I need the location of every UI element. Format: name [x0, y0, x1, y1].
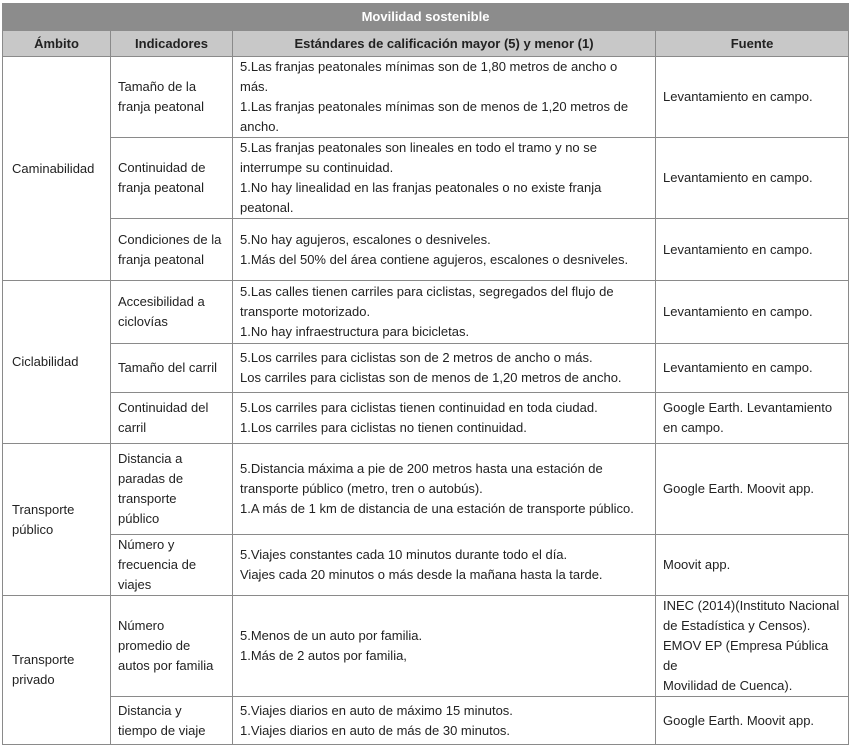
- cell-ambito: [3, 281, 111, 444]
- cell-estandar: [233, 57, 656, 138]
- fuente-line: Levantamiento en campo.: [663, 170, 813, 185]
- estandar-line: 1.No hay linealidad en las franjas peatonales o no existe franja peatonal.: [240, 180, 602, 215]
- estandar-line: 5.Menos de un auto por familia.: [240, 628, 423, 643]
- fuente-line: EMOV EP (Empresa Pública de: [663, 638, 829, 673]
- fuente-line: INEC (2014)(Instituto Nacional: [663, 598, 840, 613]
- sustainable-mobility-table: [2, 3, 849, 745]
- cell-estandar: [233, 535, 656, 596]
- estandar-line: 5.Los carriles para ciclistas tienen continuidad en toda ciudad.: [240, 400, 598, 415]
- cell-estandar: [233, 138, 656, 219]
- table-row: [3, 219, 849, 281]
- indicador-line: promedio de: [118, 638, 191, 653]
- table-row: [3, 281, 849, 344]
- indicador-line: Tamaño de la: [118, 79, 197, 94]
- estandar-line: 5.Viajes constantes cada 10 minutos durante todo el día.: [240, 547, 568, 562]
- fuente-line: Moovit app.: [663, 557, 731, 572]
- estandar-line: ancho.: [240, 119, 280, 134]
- fuente-line: Movilidad de Cuenca).: [663, 678, 793, 693]
- ambito-line: Ciclabilidad: [12, 354, 79, 369]
- fuente-line: Google Earth. Moovit app.: [663, 481, 815, 496]
- indicador-line: franja peatonal: [118, 251, 205, 267]
- table-row: [3, 393, 849, 444]
- cell-indicador: [111, 697, 233, 745]
- estandar-line: 5.Las calles tienen carriles para ciclistas, segregados del flujo de: [240, 284, 614, 299]
- cell-fuente: [656, 444, 849, 535]
- cell-fuente: [656, 219, 849, 281]
- table-row: [3, 596, 849, 697]
- indicador-line: Continuidad del: [118, 400, 209, 415]
- estandar-line: 5.Las franjas peatonales mínimas son de 1,80 metros de ancho o más.: [240, 59, 618, 94]
- table-row: [3, 344, 849, 393]
- estandar-line: 1.Los carriles para ciclistas no tienen continuidad.: [240, 420, 527, 435]
- header-indicadores: Indicadores: [111, 31, 233, 57]
- indicador-line: Número: [118, 618, 165, 633]
- fuente-line: Levantamiento en campo.: [663, 241, 813, 257]
- header-ambito: Ámbito: [3, 31, 111, 57]
- estandar-line: 1.Más de 2 autos por familia,: [240, 648, 407, 663]
- fuente-line: Levantamiento en campo.: [663, 89, 813, 104]
- cell-ambito: [3, 444, 111, 596]
- cell-ambito: [3, 596, 111, 745]
- estandar-line: transporte motorizado.: [240, 304, 371, 319]
- cell-indicador: [111, 138, 233, 219]
- cell-fuente: [656, 281, 849, 344]
- cell-estandar: [233, 444, 656, 535]
- estandar-line: 1.A más de 1 km de distancia de una estación de transporte público.: [240, 501, 634, 516]
- ambito-line: Transporte: [12, 652, 75, 667]
- cell-fuente: [656, 393, 849, 444]
- cell-indicador: [111, 281, 233, 344]
- indicador-line: Número y: [118, 537, 175, 552]
- estandar-line: 5.Los carriles para ciclistas son de 2 metros de ancho o más.: [240, 350, 593, 365]
- indicador-line: paradas de: [118, 471, 184, 486]
- table-body: [3, 57, 849, 745]
- ambito-line: Caminabilidad: [12, 160, 95, 176]
- cell-estandar: [233, 344, 656, 393]
- fuente-line: de Estadística y Censos).: [663, 618, 811, 633]
- cell-estandar: [233, 281, 656, 344]
- estandar-line: Los carriles para ciclistas son de menos de 1,20 metros de ancho.: [240, 370, 622, 385]
- cell-indicador: [111, 596, 233, 697]
- indicador-line: frecuencia de: [118, 557, 197, 572]
- indicador-line: carril: [118, 420, 147, 435]
- fuente-line: Google Earth. Levantamiento: [663, 400, 833, 415]
- indicador-line: Condiciones de la: [118, 231, 222, 247]
- indicador-line: Distancia a: [118, 451, 183, 466]
- ambito-line: privado: [12, 672, 55, 687]
- cell-ambito: [3, 57, 111, 281]
- cell-indicador: [111, 344, 233, 393]
- estandar-line: 5.Viajes diarios en auto de máximo 15 minutos.: [240, 702, 513, 718]
- table-row: [3, 697, 849, 745]
- cell-fuente: [656, 535, 849, 596]
- indicador-line: público: [118, 511, 160, 526]
- estandar-line: interrumpe su continuidad.: [240, 160, 394, 175]
- estandar-line: 1.Las franjas peatonales mínimas son de menos de 1,20 metros de: [240, 99, 629, 114]
- estandar-line: 1.No hay infraestructura para bicicletas.: [240, 324, 470, 339]
- indicador-line: franja peatonal: [118, 180, 205, 195]
- table-row: [3, 535, 849, 596]
- cell-indicador: [111, 219, 233, 281]
- estandar-line: Viajes cada 20 minutos o más desde la mañana hasta la tarde.: [240, 567, 603, 582]
- cell-fuente: [656, 138, 849, 219]
- cell-fuente: [656, 344, 849, 393]
- cell-fuente: [656, 596, 849, 697]
- ambito-line: Transporte: [12, 501, 75, 517]
- table-row: [3, 57, 849, 138]
- table-row: [3, 444, 849, 535]
- indicador-line: transporte: [118, 491, 177, 506]
- indicador-line: Tamaño del carril: [118, 360, 217, 375]
- indicador-line: autos por familia: [118, 658, 214, 673]
- cell-estandar: [233, 219, 656, 281]
- fuente-line: Levantamiento en campo.: [663, 304, 813, 319]
- cell-fuente: [656, 57, 849, 138]
- indicador-line: Distancia y: [118, 702, 182, 718]
- cell-fuente: [656, 697, 849, 745]
- fuente-line: en campo.: [663, 420, 724, 435]
- cell-estandar: [233, 393, 656, 444]
- indicador-line: Continuidad de: [118, 160, 206, 175]
- estandar-line: transporte público (metro, tren o autobús).: [240, 481, 483, 496]
- estandar-line: 5.Distancia máxima a pie de 200 metros hasta una estación de: [240, 461, 603, 476]
- indicador-line: tiempo de viaje: [118, 722, 206, 738]
- indicador-line: franja peatonal: [118, 99, 205, 114]
- cell-indicador: [111, 57, 233, 138]
- cell-indicador: [111, 444, 233, 535]
- indicador-line: Accesibilidad a: [118, 294, 205, 309]
- estandar-line: 1.Más del 50% del área contiene agujeros, escalones o desniveles.: [240, 251, 629, 267]
- estandar-line: 5.No hay agujeros, escalones o desniveles.: [240, 231, 491, 247]
- indicador-line: ciclovías: [118, 314, 168, 329]
- fuente-line: Google Earth. Moovit app.: [663, 712, 815, 728]
- ambito-line: público: [12, 521, 54, 537]
- table-title: Movilidad sostenible: [3, 4, 849, 31]
- indicador-line: viajes: [118, 577, 152, 592]
- estandar-line: 1.Viajes diarios en auto de más de 30 minutos.: [240, 722, 511, 738]
- cell-indicador: [111, 535, 233, 596]
- cell-estandar: [233, 697, 656, 745]
- fuente-line: Levantamiento en campo.: [663, 360, 813, 375]
- cell-estandar: [233, 596, 656, 697]
- cell-indicador: [111, 393, 233, 444]
- header-estandares: Estándares de calificación mayor (5) y menor (1): [233, 31, 656, 57]
- header-fuente: Fuente: [656, 31, 849, 57]
- estandar-line: 5.Las franjas peatonales son lineales en todo el tramo y no se: [240, 140, 598, 155]
- table-row: [3, 138, 849, 219]
